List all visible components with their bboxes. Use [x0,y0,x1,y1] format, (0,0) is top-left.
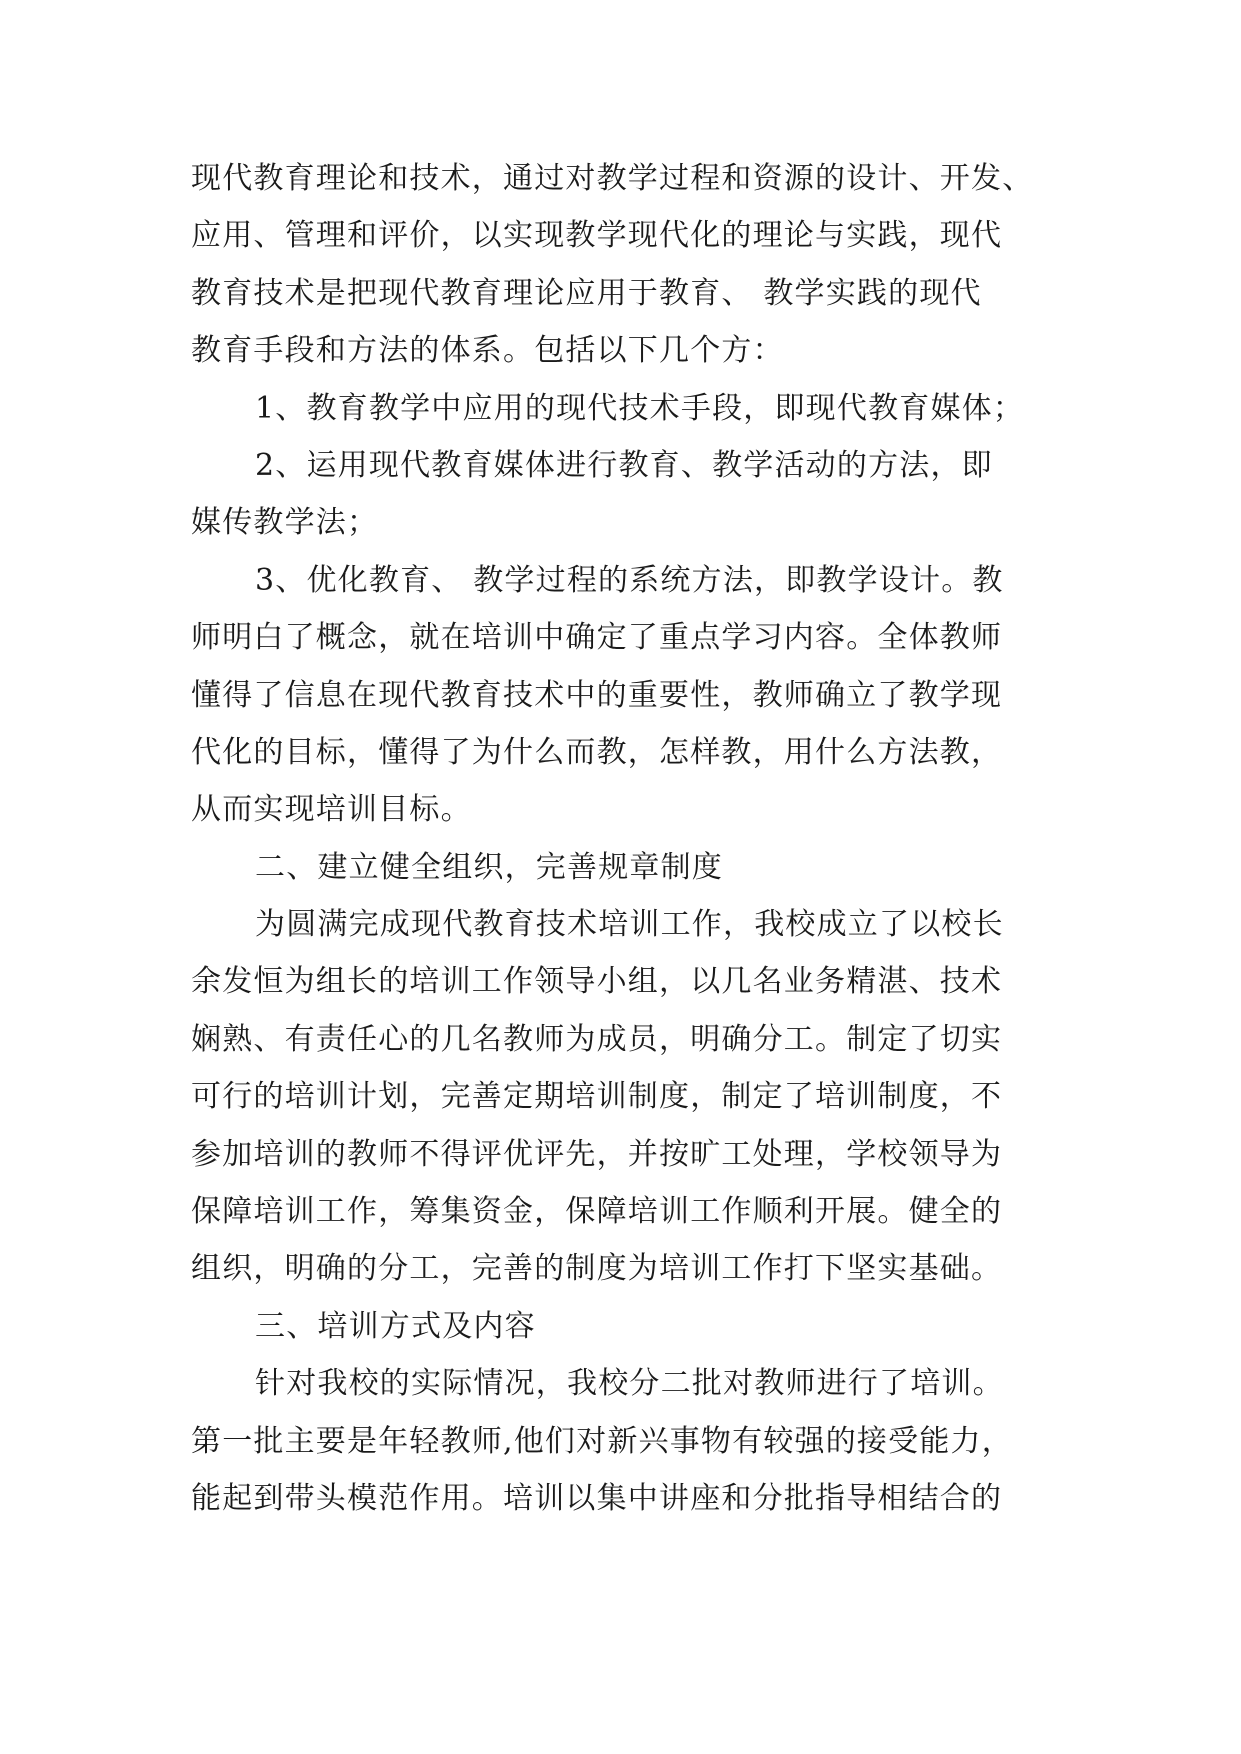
section-heading-3: 三、培训方式及内容 [255,1308,536,1344]
text-line-15: 余发恒为组长的培训工作领导小组，以几名业务精湛、技术 [191,964,1003,1000]
text-line-22: 针对我校的实际情况，我校分二批对教师进行了培训。 [255,1366,1004,1402]
text-line-14: 为圆满完成现代教育技术培训工作，我校成立了以校长 [255,907,1004,943]
section-heading-2: 二、建立健全组织，完善规章制度 [255,849,723,885]
text-line-24: 能起到带头模范作用。培训以集中讲座和分批指导相结合的 [191,1480,1003,1516]
text-line-20: 组织，明确的分工，完善的制度为培训工作打下坚实基础。 [191,1251,1003,1287]
text-line-10: 懂得了信息在现代教育技术中的重要性，教师确立了教学现 [191,677,1003,713]
list-item-2: 2、运用现代教育媒体进行教育、教学活动的方法，即 [255,447,993,483]
text-line-3: 教育技术是把现代教育理论应用于教育、 教学实践的现代 [191,275,982,311]
text-line-17: 可行的培训计划，完善定期培训制度，制定了培训制度，不 [191,1079,1003,1115]
list-item-3: 3、优化教育、 教学过程的系统方法，即教学设计。教 [255,562,1004,598]
body-text [191,150,1071,1527]
text-line-9: 师明白了概念，就在培训中确定了重点学习内容。全体教师 [191,620,1003,656]
text-line-7: 媒传教学法； [191,505,379,541]
text-line-4: 教育手段和方法的体系。包括以下几个方： [191,333,784,369]
text-line-11: 代化的目标，懂得了为什么而教，怎样教，用什么方法教， [191,734,1003,770]
text-line-19: 保障培训工作，筹集资金，保障培训工作顺利开展。健全的 [191,1194,1003,1230]
text-line-1: 现代教育理论和技术，通过对教学过程和资源的设计、开发、 [191,161,1034,196]
text-line-12: 从而实现培训目标。 [191,792,472,828]
text-line-16: 娴熟、有责任心的几名教师为成员，明确分工。制定了切实 [191,1021,1003,1057]
text-line-2: 应用、管理和评价，以实现教学现代化的理论与实践，现代 [191,218,1003,254]
text-line-23: 第一批主要是年轻教师,他们对新兴事物有较强的接受能力， [191,1423,1013,1459]
text-line-18: 参加培训的教师不得评优评先，并按旷工处理，学校领导为 [191,1136,1003,1172]
list-item-1: 1、教育教学中应用的现代技术手段，即现代教育媒体； [255,390,1025,426]
